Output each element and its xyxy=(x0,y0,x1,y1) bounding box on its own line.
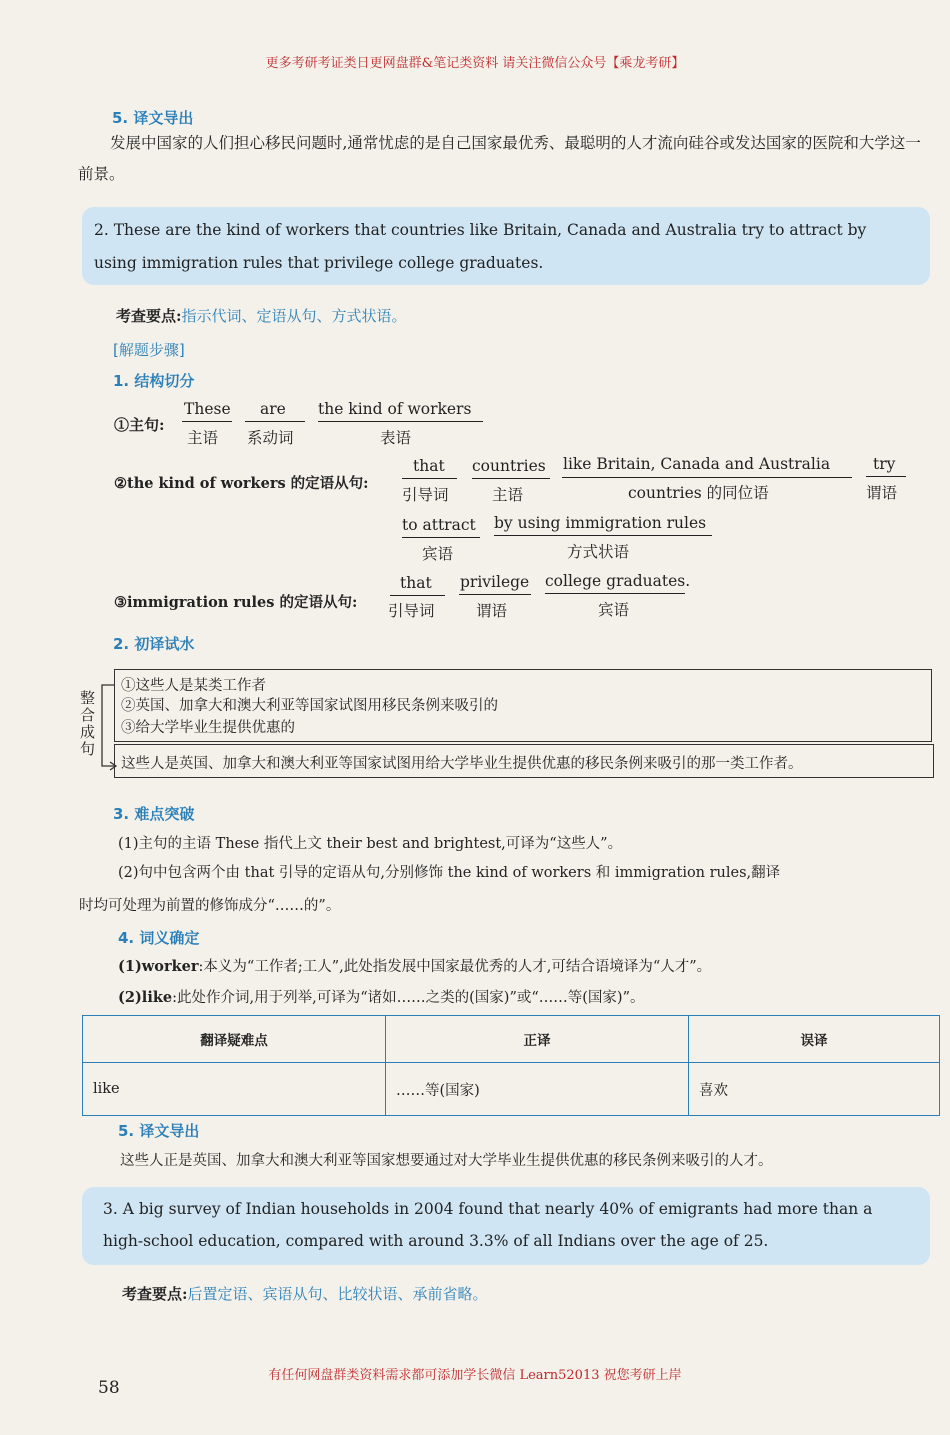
underline xyxy=(245,421,305,422)
sentence-line: 2. These are the kind of workers that countries like Britain, Canada and Australia try to attract by xyxy=(94,221,867,239)
translation-paragraph: 发展中国家的人们担心移民问题时,通常忧虑的是自己国家最优秀、最聪明的人才流向硅谷或发达国家的医院和大学这一前景。 xyxy=(78,134,921,183)
clause-role: 宾语 xyxy=(422,545,454,563)
draft-item: ①这些人是某类工作者 xyxy=(121,678,266,694)
final-translation: 这些人正是英国、加拿大和澳大利亚等国家想要通过对大学毕业生提供优惠的移民条例来吸引的人才。 xyxy=(120,1153,773,1169)
underline xyxy=(402,478,457,479)
underline xyxy=(562,477,852,478)
underline xyxy=(494,535,712,536)
clause-role: 主语 xyxy=(492,486,524,504)
clause-word: by using immigration rules xyxy=(494,514,707,532)
key-points xyxy=(122,1283,488,1304)
clause-label: ①主句: xyxy=(114,416,165,434)
clause-role: 表语 xyxy=(380,429,412,447)
key-points-label: 考查要点: xyxy=(122,1285,188,1303)
table-row xyxy=(83,1063,940,1116)
word-text: :本义为“工作者;工人”,此处指发展中国家最优秀的人才,可结合语境译为“人才”。 xyxy=(198,959,712,975)
key-points-value: 指示代词、定语从句、方式状语。 xyxy=(181,307,407,325)
step-heading: 3. 难点突破 xyxy=(113,805,195,823)
clause-label: ③immigration rules 的定语从句: xyxy=(114,594,358,611)
clause-word: These xyxy=(184,400,231,418)
difficulty-note: (2)句中包含两个由 that 引导的定语从句,分别修饰 the kind of workers 和 immigration rules,翻译 xyxy=(118,865,781,881)
step-heading: 4. 词义确定 xyxy=(118,929,200,947)
table-header: 误译 xyxy=(689,1016,940,1063)
clause-word: like Britain, Canada and Australia xyxy=(563,455,831,473)
clause-word: are xyxy=(260,400,286,418)
key-points-label: 考查要点: xyxy=(116,307,182,325)
draft-item: ②英国、加拿大和澳大利亚等国家试图用移民条例来吸引的 xyxy=(121,698,498,714)
translation-table xyxy=(82,1015,940,1116)
section-heading-translation-output: 5. 译文导出 xyxy=(118,1122,200,1140)
step-heading: 1. 结构切分 xyxy=(113,372,195,390)
word-text: :此处作介词,用于列举,可译为“诸如……之类的(国家)”或“……等(国家)”。 xyxy=(172,990,645,1006)
clause-role: 宾语 xyxy=(598,601,630,619)
underline xyxy=(182,421,232,422)
clause-role: 主语 xyxy=(187,429,219,447)
clause-role: 引导词 xyxy=(402,486,449,504)
underline xyxy=(866,476,906,477)
sentence-line: 3. A big survey of Indian households in 2004 found that nearly 40% of emigrants had more than a xyxy=(103,1200,873,1218)
clause-role: countries 的同位语 xyxy=(628,484,769,502)
clause-word: that xyxy=(400,574,432,592)
table-cell: 喜欢 xyxy=(689,1063,940,1116)
difficulty-note: 时均可处理为前置的修饰成分“……的”。 xyxy=(79,898,341,914)
draft-item: ③给大学毕业生提供优惠的 xyxy=(121,720,295,736)
step-heading: 2. 初译试水 xyxy=(113,635,195,653)
clause-label: ②the kind of workers 的定语从句: xyxy=(114,475,369,492)
clause-word: countries xyxy=(472,457,546,475)
table-header: 翻译疑难点 xyxy=(83,1016,386,1063)
combined-sentence: 这些人是英国、加拿大和澳大利亚等国家试图用给大学毕业生提供优惠的移民条例来吸引的那一类工作者。 xyxy=(121,756,803,772)
footer-banner: 有任何网盘群类资料需求都可添加学长微信 Learn52013 祝您考研上岸 xyxy=(268,1368,682,1383)
page-number: 58 xyxy=(98,1378,120,1398)
difficulty-note: (1)主句的主语 These 指代上文 their best and brightest,可译为“这些人”。 xyxy=(118,836,623,852)
clause-word: privilege xyxy=(460,573,530,591)
clause-role: 系动词 xyxy=(247,429,294,447)
word-key: (1)worker xyxy=(118,958,199,975)
underline xyxy=(318,421,483,422)
key-points xyxy=(116,305,407,326)
table-header: 正译 xyxy=(386,1016,689,1063)
clause-word: try xyxy=(873,455,896,473)
sentence-line: high-school education, compared with around 3.3% of all Indians over the age of 25. xyxy=(103,1232,769,1250)
word-meaning xyxy=(118,955,711,976)
table-cell: ……等(国家) xyxy=(386,1063,689,1116)
header-banner: 更多考研考证类日更网盘群&笔记类资料 请关注微信公众号【乘龙考研】 xyxy=(265,56,685,71)
clause-word: the kind of workers xyxy=(318,400,472,418)
table-cell: like xyxy=(83,1063,386,1116)
key-points-value: 后置定语、宾语从句、比较状语、承前省略。 xyxy=(187,1285,488,1303)
clause-word: that xyxy=(413,457,445,475)
clause-role: 谓语 xyxy=(476,602,508,620)
steps-label: [解题步骤] xyxy=(113,341,185,359)
sentence-line: using immigration rules that privilege college graduates. xyxy=(94,254,544,272)
underline xyxy=(402,537,480,538)
underline xyxy=(545,593,685,594)
clause-role: 引导词 xyxy=(388,602,435,620)
clause-role: 谓语 xyxy=(866,484,898,502)
underline xyxy=(472,478,550,479)
combine-label: 整合成句 xyxy=(80,689,96,758)
underline xyxy=(459,594,531,595)
word-meaning xyxy=(118,986,645,1007)
clause-role: 方式状语 xyxy=(567,543,630,561)
clause-word: to attract xyxy=(402,516,476,534)
clause-word: college graduates. xyxy=(545,572,691,590)
underline xyxy=(390,595,445,596)
section-heading-translation-output: 5. 译文导出 xyxy=(112,109,194,127)
word-key: (2)like xyxy=(118,989,173,1006)
